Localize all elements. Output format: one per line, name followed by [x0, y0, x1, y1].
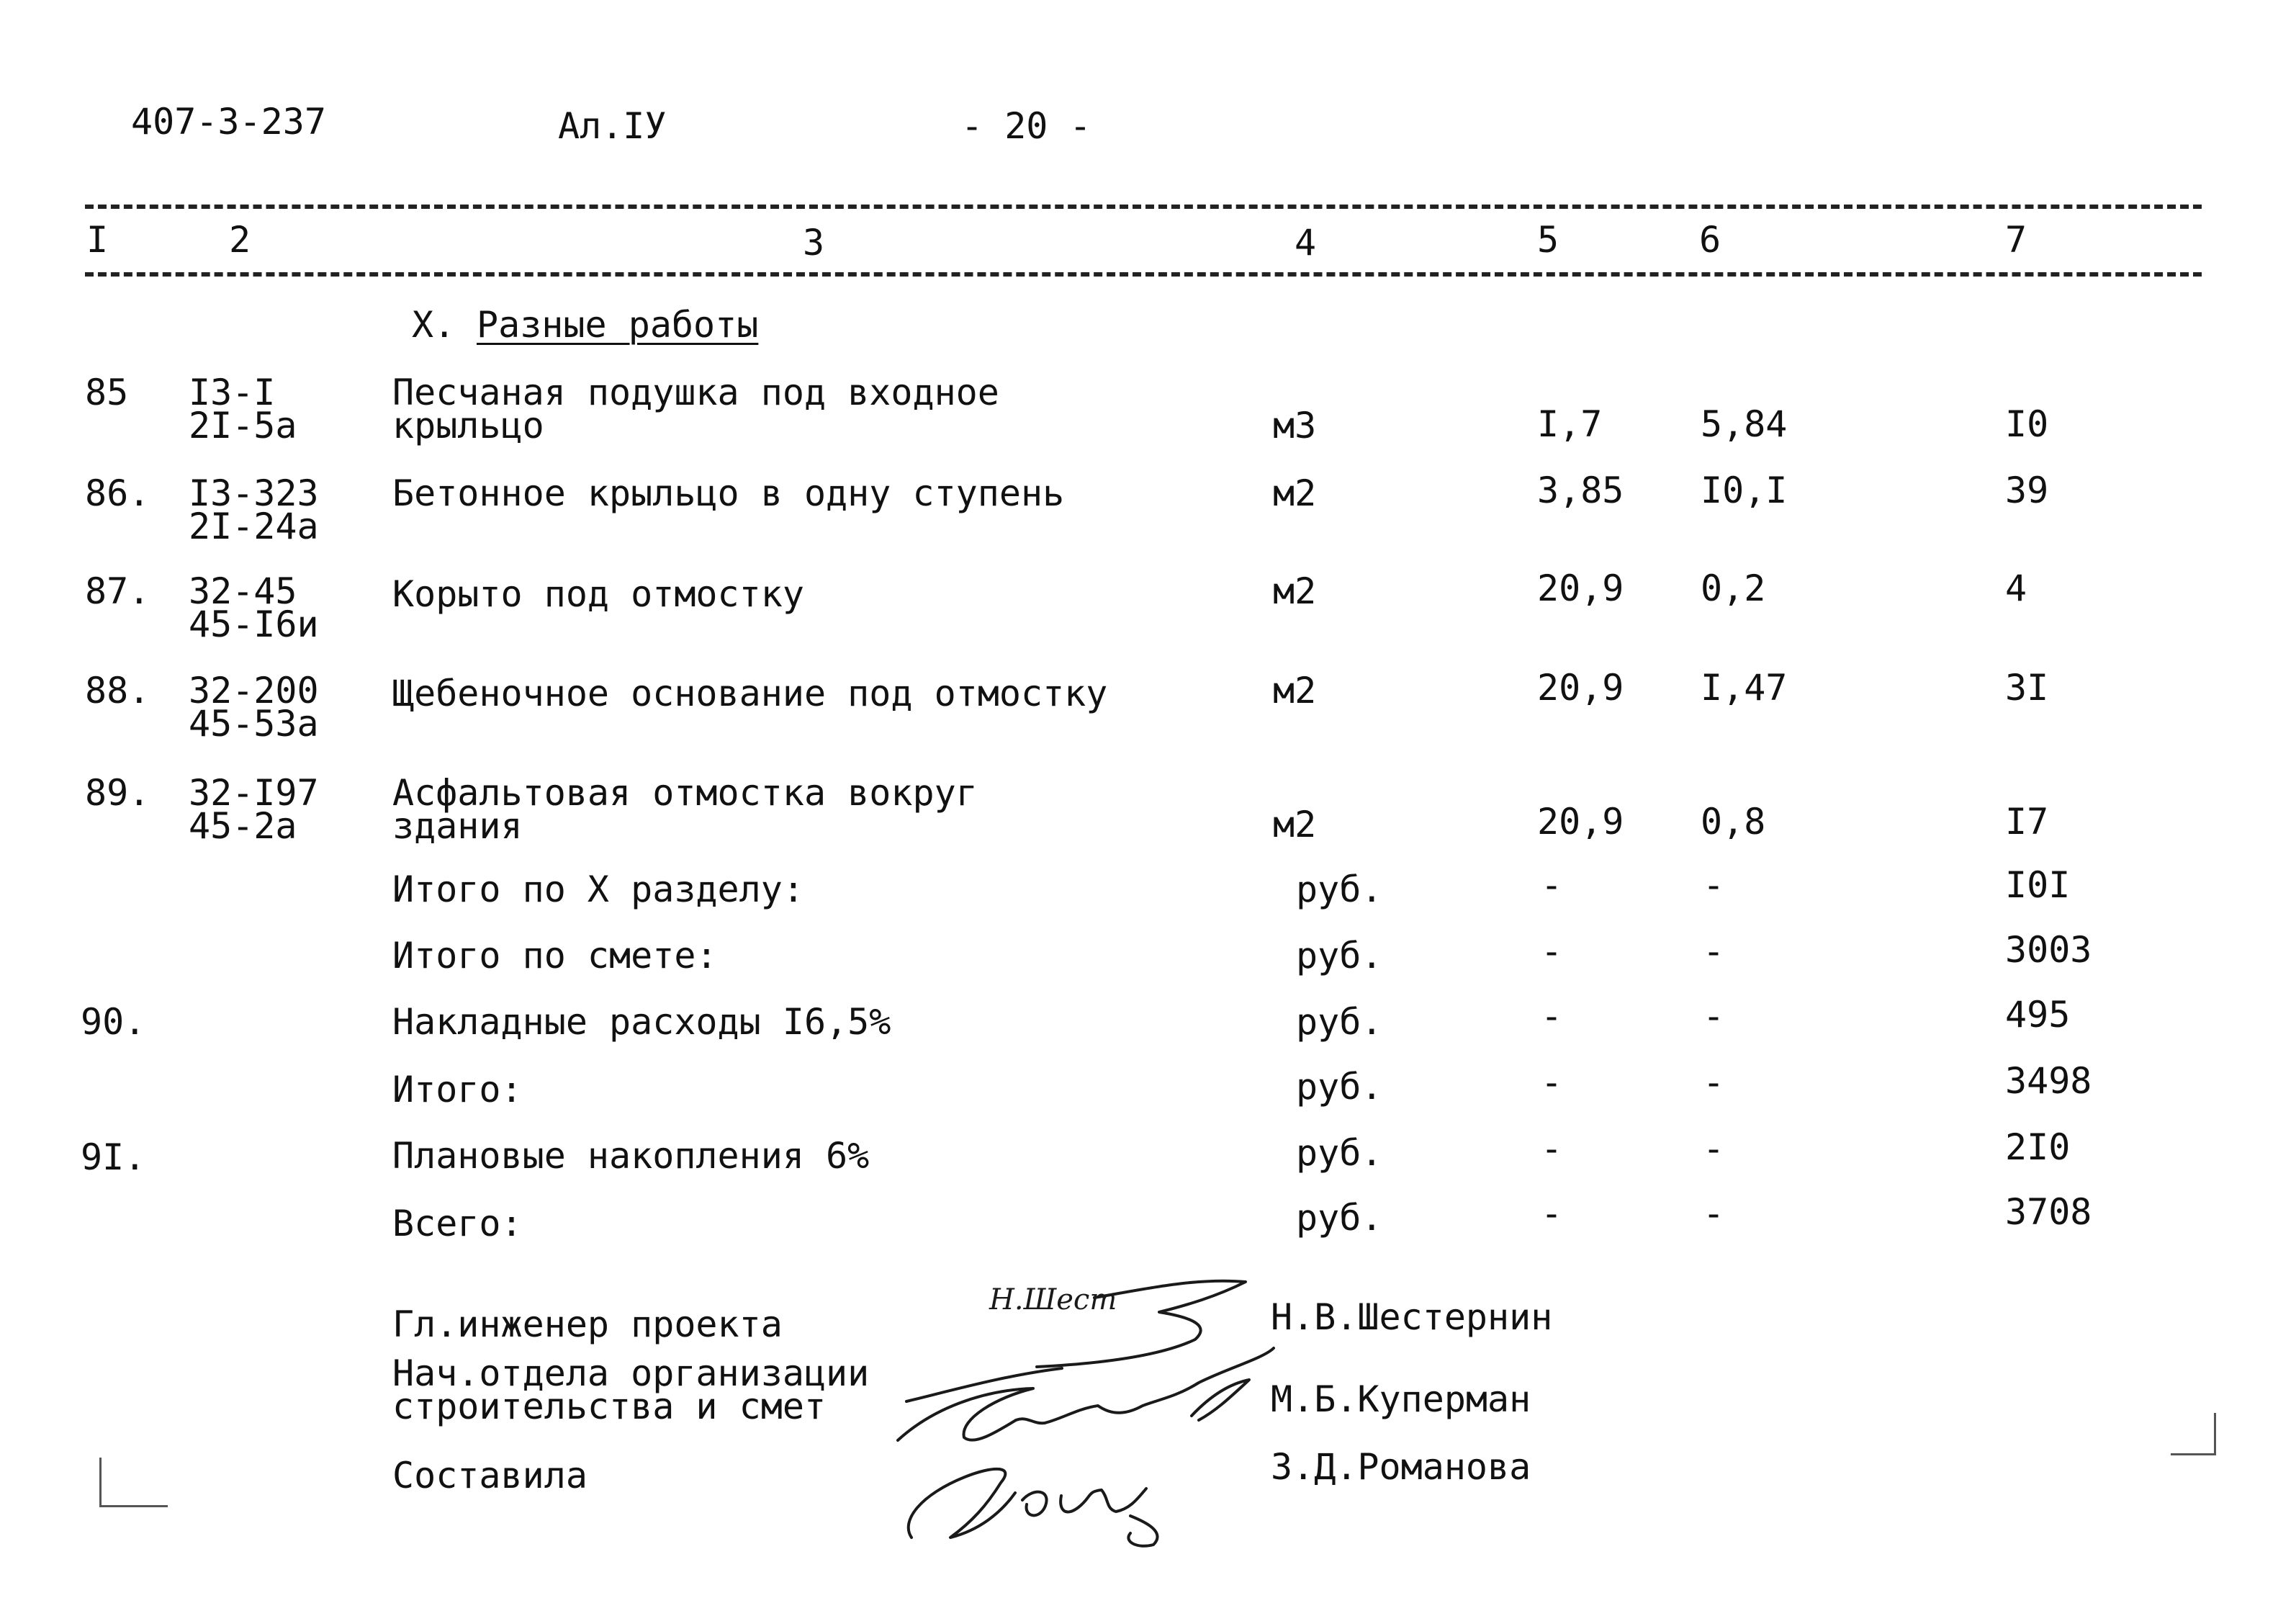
- row-total: 4: [2005, 567, 2027, 609]
- row-unit-price: I,47: [1701, 667, 1788, 709]
- column-header-1: I: [86, 219, 109, 261]
- total-quantity-dash: -: [1541, 1128, 1563, 1170]
- row-description: Песчаная подушка под входное: [392, 372, 999, 413]
- row-code-primary: 32-200: [189, 670, 319, 712]
- total-price-dash: -: [1703, 864, 1725, 906]
- column-header-2: 2: [229, 219, 251, 261]
- total-amount: 3003: [2005, 929, 2092, 971]
- album-number: Ал.IУ: [558, 105, 667, 147]
- column-header-7: 7: [2005, 219, 2027, 261]
- row-number: 89.: [85, 772, 150, 814]
- total-amount: 2I0: [2005, 1126, 2071, 1168]
- row-number: 88.: [85, 670, 150, 712]
- total-amount: I0I: [2005, 864, 2071, 906]
- total-quantity-dash: -: [1541, 995, 1563, 1037]
- total-label: Итого:: [392, 1069, 523, 1110]
- total-quantity-dash: -: [1541, 1061, 1563, 1103]
- row-unit: м2: [1273, 570, 1317, 612]
- total-unit: руб.: [1296, 935, 1383, 977]
- total-unit: руб.: [1296, 1132, 1383, 1174]
- row-code-secondary: 2I-24a: [189, 506, 319, 547]
- header-rule-top: [85, 205, 2202, 209]
- total-amount: 3708: [2005, 1191, 2092, 1233]
- column-header-5: 5: [1537, 219, 1559, 261]
- header-rule-bottom: [85, 272, 2202, 277]
- column-header-3: 3: [803, 222, 825, 264]
- total-label: Всего:: [392, 1203, 523, 1244]
- total-amount: 3498: [2005, 1060, 2092, 1102]
- row-code-primary: I3-323: [189, 472, 319, 514]
- total-price-dash: -: [1703, 995, 1725, 1037]
- row-code-primary: I3-I: [189, 372, 276, 413]
- total-label: Накладные расходы I6,5%: [392, 1001, 891, 1043]
- signature-compiler: [893, 1437, 1181, 1552]
- signatory-name: Н.В.Шестернин: [1271, 1296, 1553, 1338]
- total-label: Итого по X разделу:: [392, 868, 804, 910]
- row-description: Асфальтовая отмостка вокруг: [392, 772, 978, 814]
- signatory-name: З.Д.Романова: [1271, 1446, 1531, 1488]
- total-price-dash: -: [1703, 1061, 1725, 1103]
- row-number: 87.: [85, 570, 150, 612]
- row-code-secondary: 45-53a: [189, 703, 319, 745]
- row-unit: м3: [1273, 405, 1317, 446]
- row-code-secondary: 45-I6и: [189, 603, 319, 645]
- signatory-title: Составила: [392, 1455, 587, 1496]
- row-unit: м2: [1273, 472, 1317, 514]
- total-price-dash: -: [1703, 930, 1725, 972]
- row-unit: м2: [1273, 670, 1317, 712]
- row-unit-price: I0,I: [1701, 470, 1788, 511]
- crop-mark-left: [99, 1458, 168, 1507]
- total-quantity-dash: -: [1541, 1193, 1563, 1234]
- row-code-primary: 32-I97: [189, 772, 319, 814]
- row-quantity: 3,85: [1537, 470, 1624, 511]
- total-quantity-dash: -: [1541, 864, 1563, 906]
- signature-chief-engineer-text: Н.Шест: [989, 1283, 1117, 1316]
- row-total: 3I: [2005, 667, 2049, 709]
- row-quantity: 20,9: [1537, 801, 1624, 843]
- total-unit: руб.: [1296, 1001, 1383, 1043]
- row-unit: м2: [1273, 804, 1317, 845]
- signatory-title: Нач.отдела организации: [392, 1352, 870, 1394]
- total-unit: руб.: [1296, 1197, 1383, 1239]
- row-total: 39: [2005, 470, 2049, 511]
- row-code-primary: 32-45: [189, 570, 297, 612]
- signatory-title-cont: строительства и смет: [392, 1386, 827, 1427]
- total-label: Плановые накопления 6%: [392, 1135, 870, 1177]
- document-code: 407-3-237: [131, 101, 326, 143]
- page-number: - 20 -: [961, 105, 1091, 147]
- row-total: I7: [2005, 801, 2049, 843]
- row-unit-price: 0,8: [1701, 801, 1766, 843]
- section-number: X.: [412, 304, 456, 346]
- column-header-6: 6: [1699, 219, 1721, 261]
- total-quantity-dash: -: [1541, 930, 1563, 972]
- total-unit: руб.: [1296, 868, 1383, 910]
- section-title: Разные работы: [477, 304, 759, 346]
- row-number: 86.: [85, 472, 150, 514]
- signatory-title: Гл.инженер проекта: [392, 1303, 783, 1345]
- row-description: Бетонное крыльцо в одну ступень: [392, 472, 1065, 514]
- row-code-secondary: 45-2a: [189, 805, 297, 847]
- row-number: 85: [85, 372, 129, 413]
- row-quantity: I,7: [1537, 403, 1603, 445]
- row-total: I0: [2005, 403, 2049, 445]
- row-description: Щебеночное основание под отмостку: [392, 673, 1108, 714]
- row-quantity: 20,9: [1537, 667, 1624, 709]
- total-label: Итого по смете:: [392, 935, 718, 977]
- signatory-name: М.Б.Куперман: [1271, 1378, 1531, 1420]
- total-unit: руб.: [1296, 1066, 1383, 1108]
- total-price-dash: -: [1703, 1128, 1725, 1170]
- row-description: Корыто под отмостку: [392, 573, 804, 615]
- row-unit-price: 5,84: [1701, 403, 1788, 445]
- total-price-dash: -: [1703, 1193, 1725, 1234]
- total-row-number: 90.: [81, 1001, 146, 1043]
- row-quantity: 20,9: [1537, 567, 1624, 609]
- column-header-4: 4: [1295, 222, 1317, 264]
- total-amount: 495: [2005, 994, 2071, 1036]
- row-unit-price: 0,2: [1701, 567, 1766, 609]
- row-code-secondary: 2I-5a: [189, 405, 297, 446]
- total-row-number: 9I.: [81, 1136, 146, 1178]
- crop-mark-right: [2171, 1413, 2216, 1455]
- row-description-cont: крыльцо: [392, 405, 544, 446]
- row-description-cont: здания: [392, 805, 523, 847]
